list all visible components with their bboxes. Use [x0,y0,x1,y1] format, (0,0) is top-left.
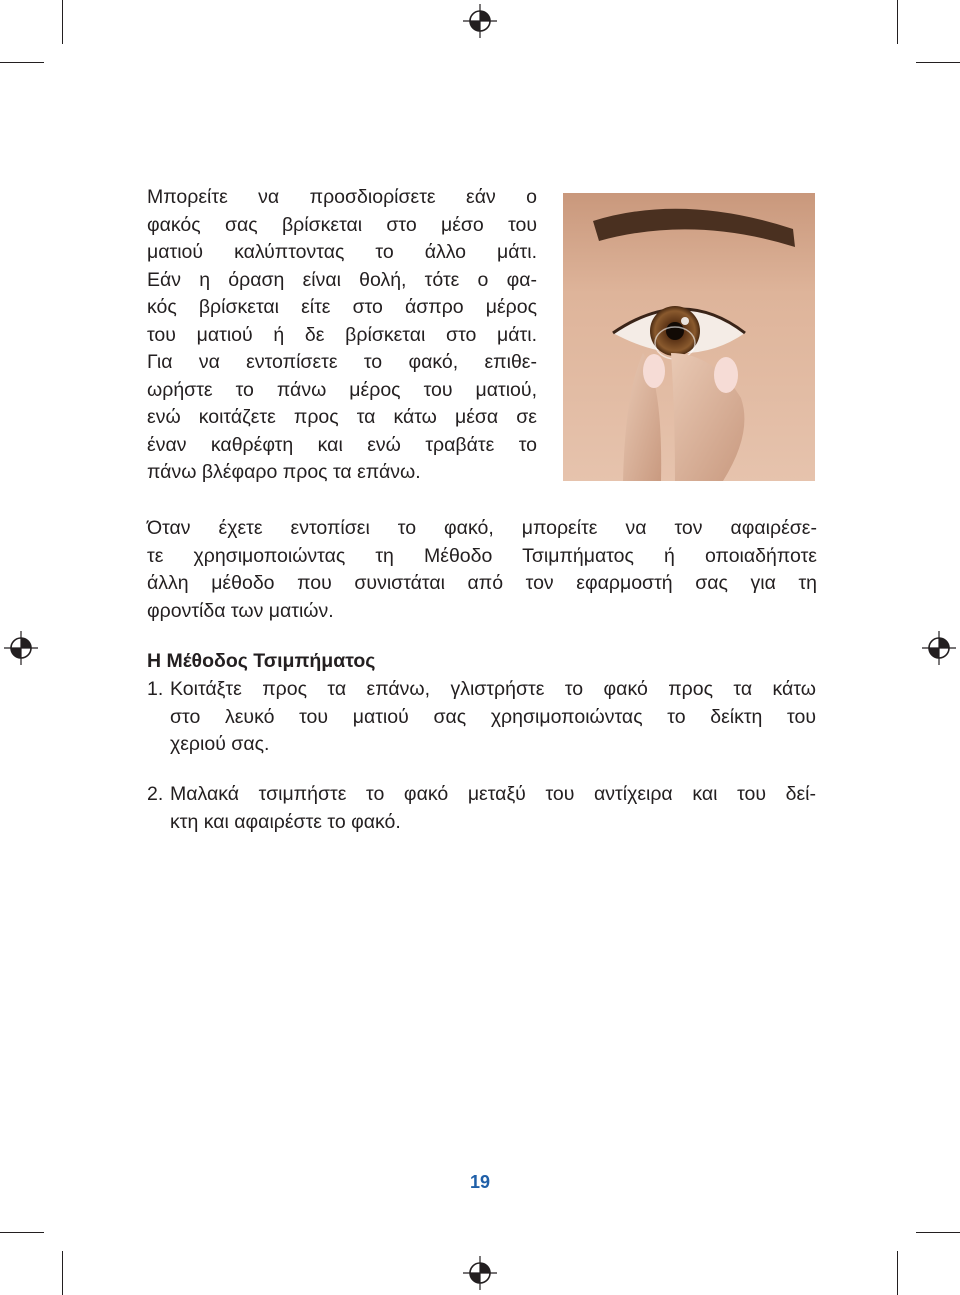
intro-line: ενώ κοιτάζετε προς τα κάτω μέσα σε [147,406,537,428]
step-line: Κοιτάξτε προς τα επάνω, γλιστρήστε το φακό προς τα κάτω [170,678,816,700]
step-number: 2. [147,783,164,805]
paragraph-line: Όταν έχετε εντοπίσει το φακό, μπορείτε να τον αφαιρέσε- [147,517,817,539]
intro-line: Για να εντοπίσετε το φακό, επιθε- [147,351,537,373]
registration-mark-icon [4,631,38,665]
crop-mark [0,62,44,63]
registration-mark-icon [463,1256,497,1290]
step-line: χεριού σας. [170,733,270,755]
intro-line: ωρήστε το πάνω μέρος του ματιού, [147,378,537,401]
crop-mark [897,1251,898,1295]
paragraph-line: φροντίδα των ματιών. [147,599,334,622]
crop-mark [916,1232,960,1233]
registration-mark-icon [463,4,497,38]
step-line: στο λευκό του ματιού σας χρησιμοποιώντας το δείκτη του [170,705,816,728]
intro-line: Εάν η όραση είναι θολή, τότε ο φα- [147,268,537,291]
crop-mark [0,1232,44,1233]
intro-line: έναν καθρέφτη και ενώ τραβάτε το [147,433,537,456]
registration-mark-icon [922,631,956,665]
paragraph-line: άλλη μέθοδο που συνιστάται από τον εφαρμοστή σας για τη [147,572,817,594]
intro-line: του ματιού ή δε βρίσκεται στο μάτι. [147,323,537,346]
section-heading: Η Μέθοδος Τσιμπήματος [147,650,376,672]
intro-line: πάνω βλέφαρο προς τα επάνω. [147,461,421,483]
crop-mark [916,62,960,63]
step-line: κτη και αφαιρέστε το φακό. [170,810,401,833]
paragraph-line: τε χρησιμοποιώντας τη Μέθοδο Τσιμπήματος ή οποιαδήποτε [147,544,817,567]
crop-mark [62,1251,63,1295]
step-number: 1. [147,678,164,700]
intro-line: φακός σας βρίσκεται στο μέσο του [147,213,537,236]
crop-mark [897,0,898,44]
page-number: 19 [469,1172,491,1192]
crop-mark [62,0,63,44]
intro-line: Μπορείτε να προσδιορίσετε εάν ο [147,186,537,208]
intro-line: κός βρίσκεται είτε στο άσπρο μέρος [147,296,537,318]
step-line: Μαλακά τσιμπήστε το φακό μεταξύ του αντίχειρα και του δεί- [170,783,816,805]
eye-lens-photo [563,193,815,481]
intro-line: ματιού καλύπτοντας το άλλο μάτι. [147,241,537,263]
